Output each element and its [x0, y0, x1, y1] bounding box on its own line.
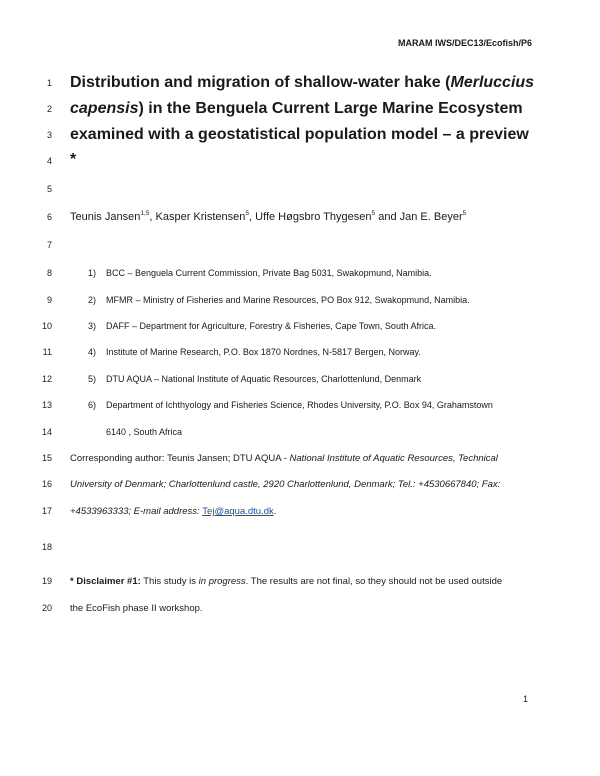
page-number: 1: [522, 694, 528, 704]
email-link[interactable]: Tej@aqua.dtu.dk: [202, 506, 274, 517]
author-separator: and: [375, 211, 400, 223]
disclaimer-text: This study is: [140, 576, 199, 587]
author-name: Kasper Kristensen: [155, 211, 246, 223]
affiliation-text: BCC – Benguela Current Commission, Private Bag 5031, Swakopmund, Namibia.: [106, 268, 432, 278]
line-number: 19: [41, 576, 52, 586]
line-number: 9: [46, 295, 52, 305]
corresponding-author-line-2: [70, 479, 500, 490]
disclaimer-emphasis: in progress: [198, 576, 246, 587]
author-affiliation-mark: 5: [245, 210, 250, 217]
affiliation-text: MFMR – Ministry of Fisheries and Marine Resources, PO Box 912, Swakopmund, Namibia.: [106, 295, 470, 305]
author-separator: ,: [249, 211, 256, 223]
corresponding-author-contact: +4533963333; E-mail address:: [70, 506, 203, 517]
author-affiliation-mark: 1,5: [140, 210, 150, 217]
line-number: 6: [46, 212, 52, 222]
line-number: 10: [41, 321, 52, 331]
line-number: 5: [46, 184, 52, 194]
corresponding-author-affiliation: National Institute of Aquatic Resources, Technical: [289, 453, 498, 464]
line-number: 7: [46, 240, 52, 250]
affiliation-number: 5): [88, 374, 97, 384]
disclaimer-text: . The results are not final, so they should not be used outside: [245, 576, 503, 587]
title-species-epithet: capensis: [70, 100, 139, 117]
paper-title-line-3: examined with a geostatistical population model – a preview: [70, 126, 529, 143]
author-name: Jan E. Beyer: [399, 211, 463, 223]
paper-title-line-4: *: [70, 151, 77, 168]
affiliation-text: Department of Ichthyology and Fisheries Science, Rhodes University, P.O. Box 94, Grahamstown: [106, 400, 493, 410]
line-number: 13: [41, 400, 52, 410]
disclaimer-line-1: [70, 576, 502, 587]
line-number: 4: [46, 156, 52, 166]
corresponding-author-end: .: [273, 506, 277, 517]
paper-title-line-2: [70, 96, 550, 122]
affiliation-text: DAFF – Department for Agriculture, Forestry & Fisheries, Cape Town, South Africa.: [106, 321, 436, 331]
author-affiliation-mark: 5: [462, 210, 467, 217]
affiliation-number: 1): [88, 268, 97, 278]
line-number: 3: [46, 130, 52, 140]
title-text: Distribution and migration of shallow-water hake (: [70, 74, 451, 91]
title-species-genus: Merluccius: [450, 74, 535, 91]
line-number: 20: [41, 603, 52, 613]
disclaimer-label: * Disclaimer #1:: [70, 576, 141, 587]
document-code: MARAM IWS/DEC13/Ecofish/P6: [397, 38, 532, 48]
line-number: 14: [41, 427, 52, 437]
corresponding-author-address: University of Denmark; Charlottenlund castle, 2920 Charlottenlund, Denmark; Tel.: +4530667840; Fax:: [70, 479, 501, 490]
disclaimer-line-2: the EcoFish phase II workshop.: [70, 603, 203, 614]
affiliation-number: 6): [88, 400, 97, 410]
author-name: Uffe Høgsbro Thygesen: [255, 211, 372, 223]
affiliation-number: 3): [88, 321, 97, 331]
line-number: 1: [46, 78, 52, 88]
affiliation-text: DTU AQUA – National Institute of Aquatic Resources, Charlottenlund, Denmark: [106, 374, 422, 384]
corresponding-author-line-1: [70, 453, 498, 464]
corresponding-author-label: Corresponding author: Teunis Jansen; DTU AQUA -: [70, 453, 290, 464]
line-number: 11: [42, 347, 52, 357]
author-affiliation-mark: 5: [371, 210, 376, 217]
line-number: 18: [41, 542, 52, 552]
author-name: Teunis Jansen: [70, 211, 141, 223]
line-number: 12: [41, 374, 52, 384]
affiliation-number: 4): [88, 347, 97, 357]
line-number: 8: [46, 268, 52, 278]
author-separator: ,: [149, 211, 156, 223]
title-text: ) in the Benguela Current Large Marine Ecosystem: [138, 100, 523, 117]
affiliation-text: Institute of Marine Research, P.O. Box 1870 Nordnes, N-5817 Bergen, Norway.: [106, 347, 421, 357]
line-number: 17: [41, 506, 52, 516]
affiliation-number: 2): [88, 295, 97, 305]
line-number: 15: [41, 453, 52, 463]
affiliation-text-continued: 6140 , South Africa: [106, 427, 183, 437]
corresponding-author-line-3: [70, 506, 276, 517]
paper-title-line-1: [70, 70, 550, 96]
line-number: 16: [41, 479, 52, 489]
author-list: [70, 210, 466, 223]
line-number: 2: [46, 104, 52, 114]
